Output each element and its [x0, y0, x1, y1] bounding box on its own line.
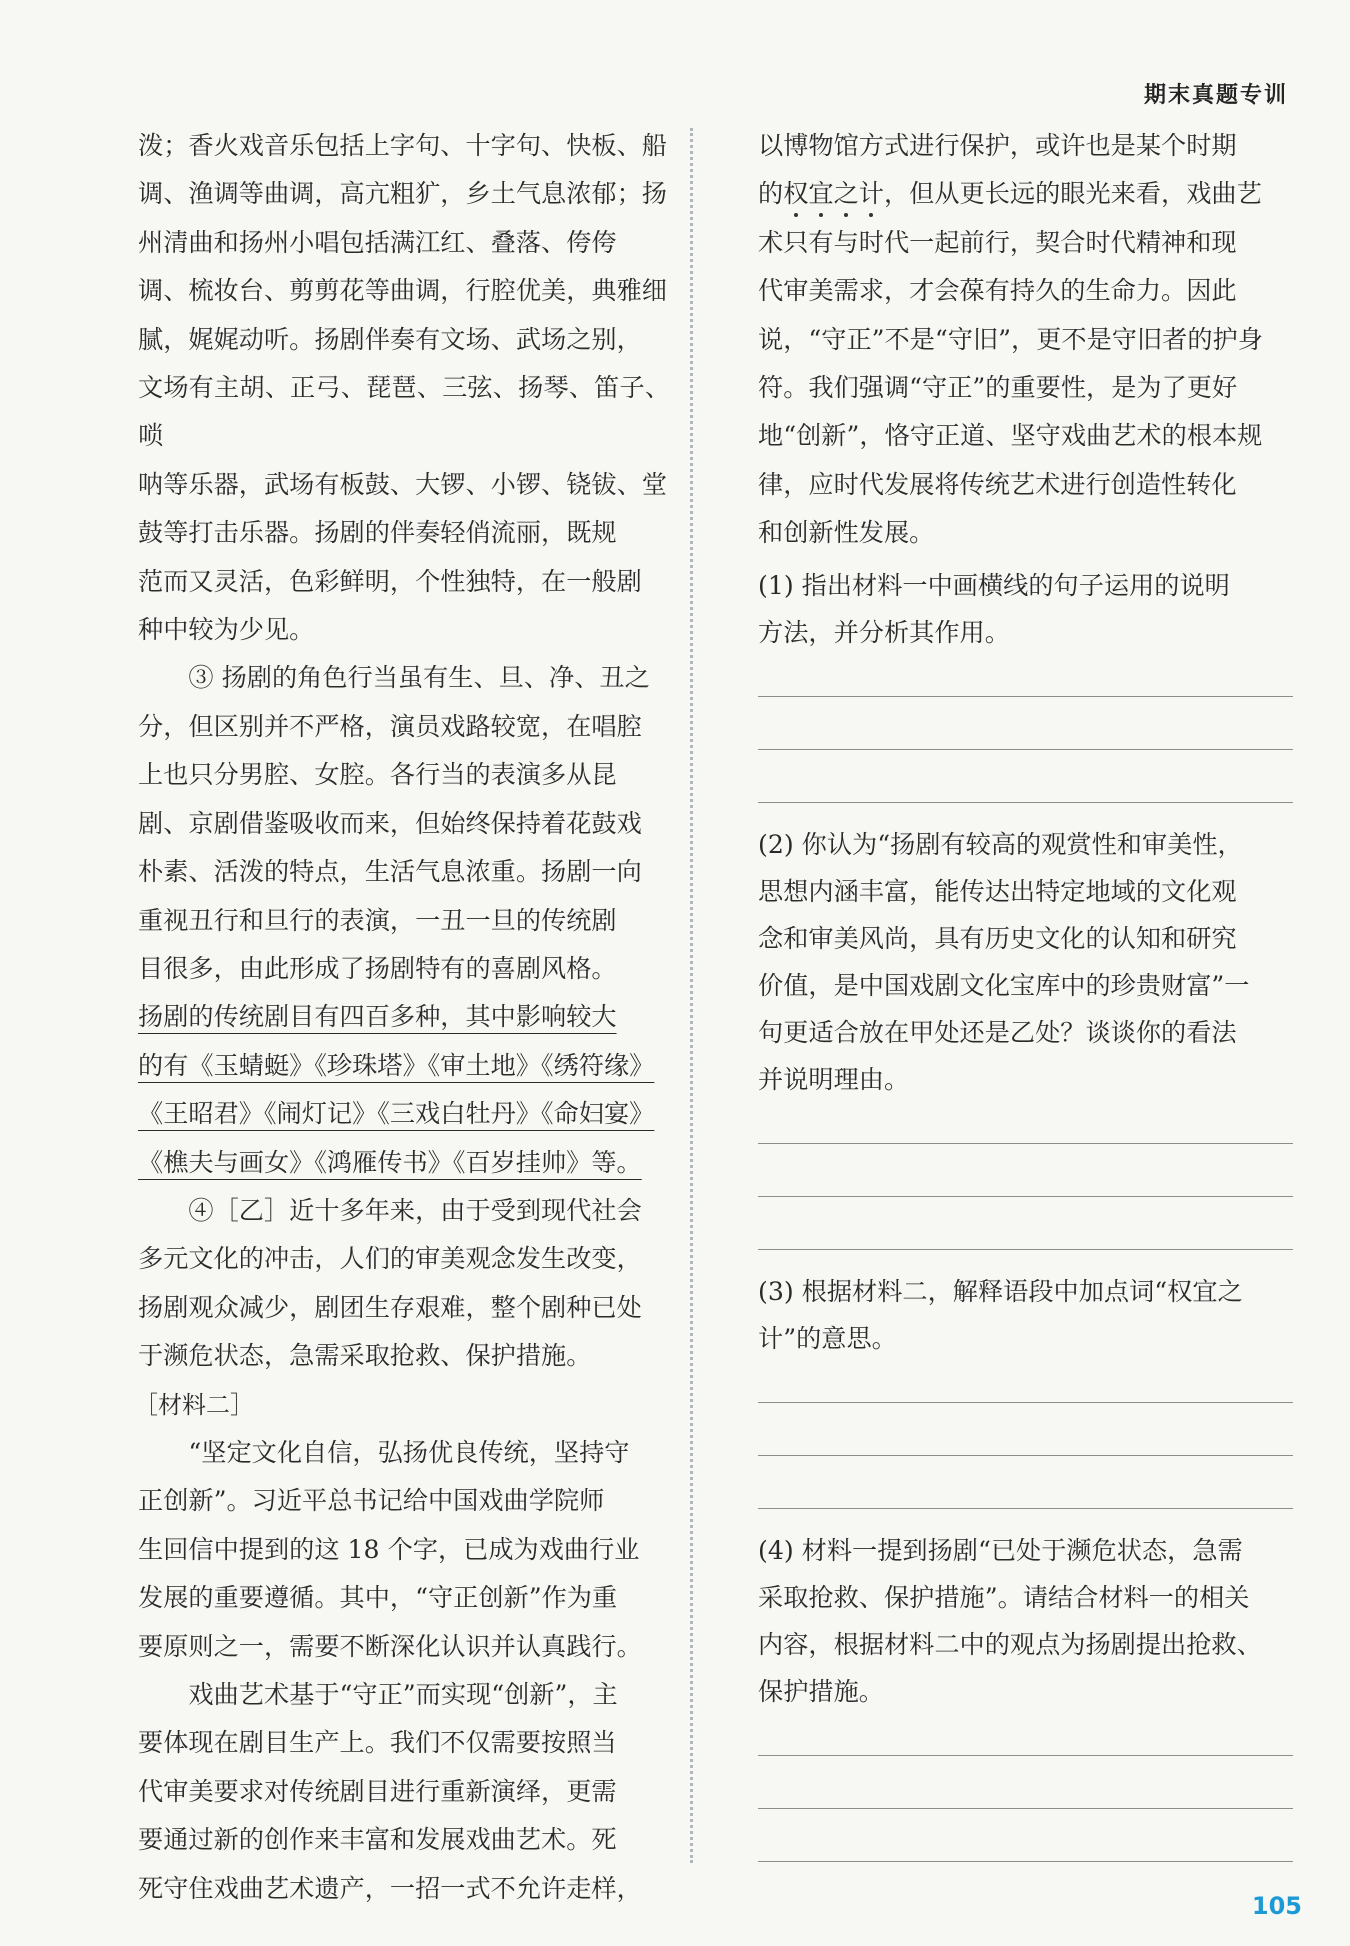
- question-3: [758, 1268, 1293, 1362]
- column-divider: [690, 128, 693, 1863]
- question-line: 计”的意思。: [758, 1323, 897, 1353]
- text-line: 发展的重要遵循。其中，“守正创新”作为重: [138, 1583, 618, 1613]
- text-line: “坚定文化自信，弘扬优良传统，坚持守: [188, 1437, 630, 1467]
- right-column: [758, 122, 1293, 1876]
- question-line: 思想内涵丰富，能传达出特定地域的文化观: [758, 876, 1237, 906]
- text-line: 州清曲和扬州小唱包括满江红、叠落、侉侉: [138, 227, 617, 257]
- text-segment: ，但从更长远的眼光来看，戏曲艺: [883, 179, 1262, 209]
- text-line: 呐等乐器，武场有板鼓、大锣、小锣、铙钹、堂: [138, 469, 667, 499]
- text-line: 于濒危状态，急需采取抢救、保护措施。: [138, 1341, 592, 1371]
- text-line: 调、梳妆台、剪剪花等曲调，行腔优美，典雅细: [138, 276, 667, 306]
- question-line: 采取抢救、保护措施”。请结合材料一的相关: [758, 1582, 1250, 1612]
- paragraph-continued: [138, 122, 670, 654]
- text-line: 死守住戏曲艺术遗产，一招一式不允许走样，: [138, 1873, 642, 1903]
- text-line: 调、渔调等曲调，高亢粗犷，乡土气息浓郁；扬: [138, 179, 667, 209]
- text-line: 要原则之一，需要不断深化认识并认真践行。: [138, 1631, 642, 1661]
- text-line: ③ 扬剧的角色行当虽有生、旦、净、丑之: [188, 663, 650, 693]
- text-line: 种中较为少见。: [138, 615, 315, 645]
- text-line: 范而又灵活，色彩鲜明，个性独特，在一般剧: [138, 566, 642, 596]
- text-line: 生回信中提到的这 18 个字，已成为戏曲行业: [138, 1534, 640, 1564]
- dotted-char: 计: [858, 179, 884, 209]
- text-line: 以博物馆方式进行保护，或许也是某个时期: [758, 131, 1237, 160]
- question-line: 价值，是中国戏剧文化宝库中的珍贵财富”一: [758, 970, 1250, 1000]
- answer-line: [758, 1861, 1293, 1862]
- material-two-label: ［材料二］: [134, 1390, 254, 1419]
- question-line: (2) 你认为“扬剧有较高的观赏性和审美性，: [758, 829, 1243, 859]
- answer-area-2[interactable]: [758, 1103, 1293, 1264]
- text-line: 说，“守正”不是“守旧”，更不是守旧者的护身: [758, 324, 1263, 354]
- text-line: 目很多，由此形成了扬剧特有的喜剧风格。: [138, 953, 617, 983]
- question-4: [758, 1527, 1293, 1715]
- page-number: 105: [1251, 1892, 1302, 1920]
- dotted-char: 宜: [808, 179, 834, 209]
- text-line: 要通过新的创作来丰富和发展戏曲艺术。死: [138, 1825, 617, 1855]
- dotted-char: 之: [833, 179, 859, 209]
- question-line: 并说明理由。: [758, 1064, 910, 1094]
- answer-line: [758, 1455, 1293, 1456]
- question-line: 内容，根据材料二中的观点为扬剧提出抢救、: [758, 1629, 1262, 1659]
- text-line: ④［乙］近十多年来，由于受到现代社会: [188, 1195, 642, 1225]
- answer-line: [758, 1508, 1293, 1509]
- underlined-line: 《樵夫与画女》《鸿雁传书》《百岁挂帅》等。: [138, 1147, 642, 1177]
- question-1: [758, 562, 1293, 656]
- answer-line: [758, 1196, 1293, 1197]
- text-line: 文场有主胡、正弓、琵琶、三弦、扬琴、笛子、唢: [138, 373, 670, 451]
- text-line: 要体现在剧目生产上。我们不仅需要按照当: [138, 1728, 617, 1758]
- text-line: 戏曲艺术基于“守正”而实现“创新”，主: [188, 1679, 618, 1709]
- text-line: 重视丑行和旦行的表演，一丑一旦的传统剧: [138, 905, 617, 935]
- question-line: (1) 指出材料一中画横线的句子运用的说明: [758, 570, 1230, 600]
- answer-line: [758, 1808, 1293, 1809]
- question-line: 念和审美风尚，具有历史文化的认知和研究: [758, 923, 1237, 953]
- answer-area-4[interactable]: [758, 1715, 1293, 1876]
- text-line: 扬剧观众减少，剧团生存艰难，整个剧种已处: [138, 1292, 642, 1322]
- material-two-paragraph-2-continued: [758, 122, 1293, 558]
- question-line: 保护措施。: [758, 1676, 884, 1706]
- paragraph-4: [138, 1187, 670, 1381]
- question-line: (4) 材料一提到扬剧“已处于濒危状态，急需: [758, 1535, 1243, 1565]
- text-line: 符。我们强调“守正”的重要性，是为了更好: [758, 373, 1238, 403]
- text-line: 泼；香火戏音乐包括上字句、十字句、快板、船: [138, 131, 667, 160]
- text-line: 律，应时代发展将传统艺术进行创造性转化: [758, 469, 1237, 499]
- underlined-sentence: [138, 993, 670, 1187]
- text-line: 多元文化的冲击，人们的审美观念发生改变，: [138, 1244, 642, 1274]
- left-column: [134, 122, 670, 1913]
- text-line: 正创新”。习近平总书记给中国戏曲学院师: [138, 1486, 605, 1516]
- underlined-line: 《王昭君》《闹灯记》《三戏白牡丹》《命妇宴》: [138, 1099, 655, 1129]
- question-line: (3) 根据材料二，解释语段中加点词“权宜之: [758, 1276, 1243, 1306]
- underlined-line: 扬剧的传统剧目有四百多种，其中影响较大: [138, 1002, 617, 1032]
- text-line-with-dotted-term: [758, 170, 1293, 218]
- text-line: 代审美需求，才会葆有持久的生命力。因此: [758, 276, 1237, 306]
- question-line: 方法，并分析其作用。: [758, 617, 1010, 647]
- answer-line: [758, 1402, 1293, 1403]
- text-line: 分，但区别并不严格，演员戏路较宽，在唱腔: [138, 711, 642, 741]
- underlined-line: 的有《玉蜻蜓》《珍珠塔》《审土地》《绣符缘》: [138, 1050, 655, 1080]
- question-line: 句更适合放在甲处还是乙处？谈谈你的看法: [758, 1017, 1237, 1047]
- answer-line: [758, 1249, 1293, 1250]
- text-line: 剧、京剧借鉴吸收而来，但始终保持着花鼓戏: [138, 808, 642, 838]
- text-line: 朴素、活泼的特点，生活气息浓重。扬剧一向: [138, 857, 642, 887]
- answer-line: [758, 749, 1293, 750]
- question-2: [758, 821, 1293, 1103]
- page-header-title: 期末真题专训: [1143, 83, 1288, 108]
- material-two-paragraph-1: [138, 1429, 670, 1671]
- material-two-paragraph-2: [138, 1671, 670, 1913]
- text-line: 和创新性发展。: [758, 518, 935, 548]
- answer-line: [758, 696, 1293, 697]
- answer-area-1[interactable]: [758, 656, 1293, 817]
- text-line: 上也只分男腔、女腔。各行当的表演多从昆: [138, 760, 617, 790]
- text-line: 地“创新”，恪守正道、坚守戏曲艺术的根本规: [758, 421, 1263, 451]
- dotted-char: 权: [783, 179, 809, 209]
- text-segment: 的: [758, 179, 784, 209]
- text-line: 鼓等打击乐器。扬剧的伴奏轻俏流丽，既规: [138, 518, 617, 548]
- paragraph-3: [138, 654, 670, 993]
- answer-line: [758, 802, 1293, 803]
- text-line: 腻，娓娓动听。扬剧伴奏有文场、武场之别，: [138, 324, 642, 354]
- answer-line: [758, 1755, 1293, 1756]
- text-line: 术只有与时代一起前行，契合时代精神和现: [758, 227, 1237, 257]
- text-line: 代审美要求对传统剧目进行重新演绎，更需: [138, 1776, 617, 1806]
- answer-line: [758, 1143, 1293, 1144]
- answer-area-3[interactable]: [758, 1362, 1293, 1523]
